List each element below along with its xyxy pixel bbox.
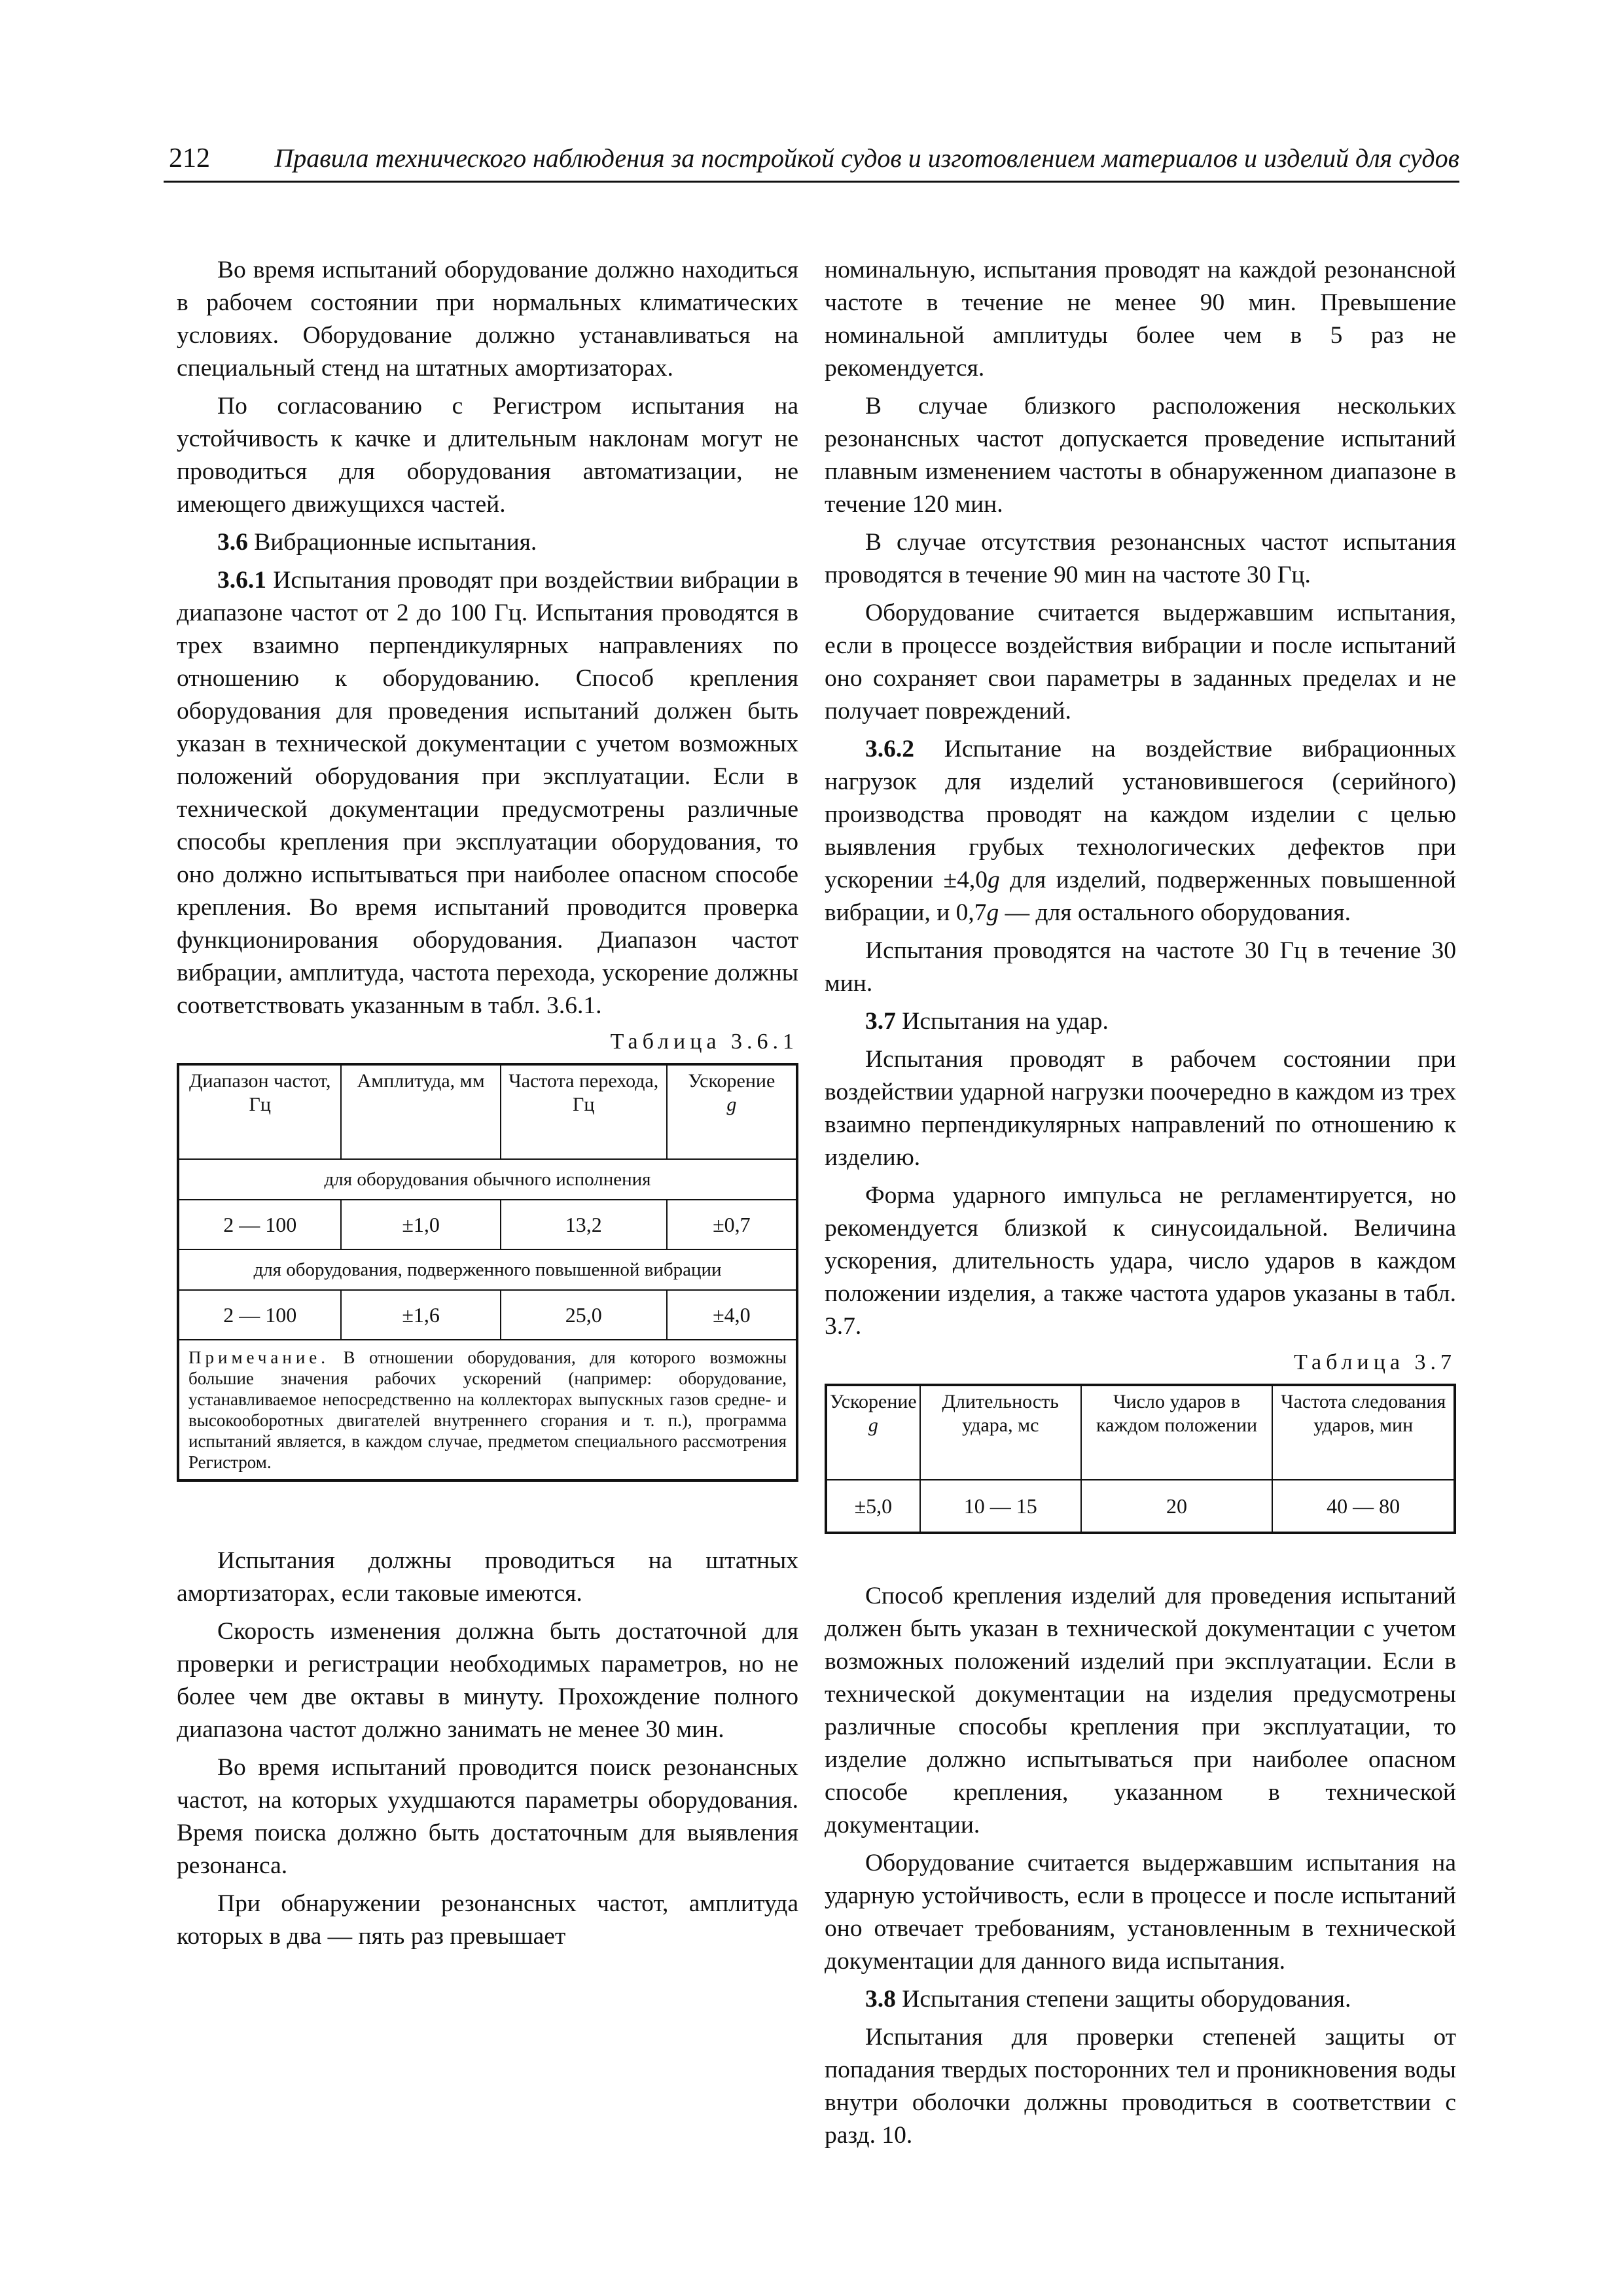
- table-note-row: [178, 1340, 797, 1480]
- cell: ±1,0: [341, 1200, 500, 1249]
- page-number: 212: [169, 143, 210, 173]
- paragraph: Во время испытаний оборудование должно находиться в рабочем состоянии при нормальных климатических условиях. Оборудование должно устанавливаться на специальный стенд на штатных амортизаторах.: [177, 257, 798, 382]
- section-number: 3.8: [865, 1986, 896, 2013]
- clause-text: для изделий, подверженных повышенной вибрации, и 0,7: [825, 867, 1456, 926]
- cell: ±4,0: [667, 1290, 797, 1340]
- paragraph: номинальную, испытания проводят на каждой резонансной частоте в течение не менее 90 мин. Превышение номинальной амплитуды более чем в 5 раз не рекомендуется.: [825, 257, 1456, 382]
- section-label: для оборудования обычного исполнения: [178, 1159, 797, 1200]
- unit-g: g: [726, 1094, 737, 1115]
- section-title: Испытания степени защиты оборудования.: [895, 1986, 1351, 2013]
- paragraph: По согласованию с Регистром испытания на устойчивость к качке и длительным наклонам могут не проводиться для оборудования автоматизации, не имеющего движущихся частей.: [177, 393, 798, 518]
- cell: 25,0: [501, 1290, 667, 1340]
- cell: ±1,6: [341, 1290, 500, 1340]
- cell: 20: [1081, 1480, 1273, 1533]
- header-cell: [667, 1064, 797, 1159]
- paragraph: При обнаружении резонансных частот, амплитуда которых в два — пять раз превышает: [177, 1890, 798, 1950]
- paragraph: Во время испытаний проводится поиск резонансных частот, на которых ухудшаются параметры оборудования. Время поиска должно быть достаточным для выявления резонанса.: [177, 1754, 798, 1879]
- clause-text: — для остального оборудования.: [999, 899, 1351, 926]
- header-cell: Длительность удара, мс: [920, 1385, 1081, 1480]
- table-section-row: [178, 1249, 797, 1290]
- table-caption: Таблица 3.7: [1294, 1350, 1456, 1374]
- paragraph: Испытания проводят в рабочем состоянии при воздействии ударной нагрузки поочередно в каждом из трех взаимно перпендикулярных направлений по отношению к изделию.: [825, 1046, 1456, 1171]
- table-row: [178, 1200, 797, 1249]
- paragraph: В случае отсутствия резонансных частот испытания проводятся в течение 90 мин на частоте 30 Гц.: [825, 529, 1456, 588]
- paragraph: Испытания должны проводиться на штатных амортизаторах, если таковые имеются.: [177, 1547, 798, 1607]
- cell: 10 — 15: [920, 1480, 1081, 1533]
- paragraph: Скорость изменения должна быть достаточной для проверки и регистрации необходимых параметров, но не более чем две октавы в минуту. Прохождение полного диапазона частот должно занимать не менее 30 мин.: [177, 1618, 798, 1743]
- header-label: Ускорение: [688, 1070, 776, 1092]
- paragraph: Форма ударного импульса не регламентируется, но рекомендуется близкой к синусоидальной. Величина ускорения, длительность удара, число ударов в каждом положении изделия, а также частота ударов указаны в табл. 3.7.: [825, 1182, 1456, 1340]
- header-cell: Число ударов в каждом положении: [1081, 1385, 1273, 1480]
- section-heading-3-8: [825, 1983, 1456, 2016]
- header-cell: Диапазон частот, Гц: [178, 1064, 341, 1159]
- paragraph: Способ крепления изделий для проведения испытаний должен быть указан в технической документации с учетом возможных положений изделий при эксплуатации. Если в технической документации на изделия предусмотрены различные способы крепления при эксплуатации, то изделие должно испытываться при наиболее опасном способе крепления, указанном в технической документации.: [825, 1583, 1456, 1839]
- header-cell: Амплитуда, мм: [341, 1064, 500, 1159]
- paragraph-3-6-2: [825, 733, 1456, 929]
- cell: 2 — 100: [178, 1200, 341, 1249]
- section-heading-3-7: [825, 1005, 1456, 1038]
- header-cell: Частота следования ударов, мин: [1272, 1385, 1455, 1480]
- paragraph: Испытания проводятся на частоте 30 Гц в течение 30 мин.: [825, 937, 1456, 997]
- running-title: Правила технического наблюдения за постройкой судов и изготовлением материалов и изделий для судов: [274, 143, 1459, 173]
- cell: 13,2: [501, 1200, 667, 1249]
- section-number: 3.7: [865, 1008, 896, 1035]
- header-label: Ускорение: [830, 1391, 917, 1412]
- section-title: Испытания на удар.: [895, 1008, 1109, 1035]
- unit-g: g: [988, 867, 1000, 893]
- paragraph: Оборудование считается выдержавшим испытания на ударную устойчивость, если в процессе и после испытаний оно отвечает требованиям, установленным в технической документации для данного вида испытания.: [825, 1850, 1456, 1975]
- table-header-row: [178, 1064, 797, 1159]
- paragraph: Испытания для проверки степеней защиты от попадания твердых посторонних тел и проникновения воды внутри оболочки должны проводиться в соответствии с разд. 10.: [825, 2024, 1456, 2149]
- header-cell: Частота перехода, Гц: [501, 1064, 667, 1159]
- table-header-row: [826, 1385, 1455, 1480]
- page-header: [164, 143, 1459, 183]
- table-3-6-1: [177, 1063, 798, 1482]
- cell: ±5,0: [826, 1480, 920, 1533]
- clause-number: 3.6.2: [865, 736, 914, 762]
- table-row: [826, 1480, 1455, 1533]
- table-row: [178, 1290, 797, 1340]
- cell: ±0,7: [667, 1200, 797, 1249]
- paragraph-3-6-1: [177, 564, 798, 1022]
- header-cell: [826, 1385, 920, 1480]
- section-heading-3-6: [177, 526, 798, 559]
- left-column: [177, 254, 798, 1958]
- note-text: В отношении оборудования, для которого возможны большие значения рабочих ускорений (например: оборудование, устанавливаемое непосредственно на коллекторах выпускных газов средне- и высокооборотных двигателей внутреннего сгорания и т. п.), программа испытаний является, в каждом случае, предметом специального рассмотрения Регистром.: [188, 1348, 787, 1472]
- cell: 40 — 80: [1272, 1480, 1455, 1533]
- unit-g: g: [868, 1414, 878, 1436]
- paragraph: Оборудование считается выдержавшим испытания, если в процессе воздействия вибрации и после испытаний оно сохраняет свои параметры в заданных пределах и не получает повреждений.: [825, 600, 1456, 725]
- unit-g: g: [986, 899, 999, 926]
- table-note: [178, 1340, 797, 1480]
- clause-text: Испытание на воздействие вибрационных нагрузок для изделий установившегося (серийного) производства проводят на каждом изделии с целью выявления грубых технологических дефектов при ускорении ±4,0: [825, 736, 1456, 893]
- cell: 2 — 100: [178, 1290, 341, 1340]
- table-section-row: [178, 1159, 797, 1200]
- clause-number: 3.6.1: [217, 567, 266, 594]
- note-label: Примечание.: [188, 1348, 330, 1367]
- clause-text: Испытания проводят при воздействии вибрации в диапазоне частот от 2 до 100 Гц. Испытания проводятся в трех взаимно перпендикулярных направлениях по отношению к оборудованию. Способ крепления оборудования для проведения испытаний должен быть указан в технической документации с учетом возможных положений оборудования при эксплуатации. Если в технической документации предусмотрены различные способы крепления при эксплуатации оборудования, то оно должно испытываться при наиболее опасном способе крепления. Во время испытаний проводится проверка функционирования оборудования. Диапазон частот вибрации, амплитуда, частота перехода, ускорение должны соответствовать указанным в табл. 3.6.1.: [177, 567, 798, 1019]
- table-3-7: [825, 1384, 1456, 1534]
- right-column: [825, 254, 1456, 2157]
- section-number: 3.6: [217, 529, 248, 556]
- table-caption: Таблица 3.6.1: [610, 1030, 798, 1054]
- paragraph: В случае близкого расположения нескольких резонансных частот допускается проведение испытаний плавным изменением частоты в обнаруженном диапазоне в течение 120 мин.: [825, 393, 1456, 518]
- section-title: Вибрационные испытания.: [247, 529, 537, 556]
- section-label: для оборудования, подверженного повышенной вибрации: [178, 1249, 797, 1290]
